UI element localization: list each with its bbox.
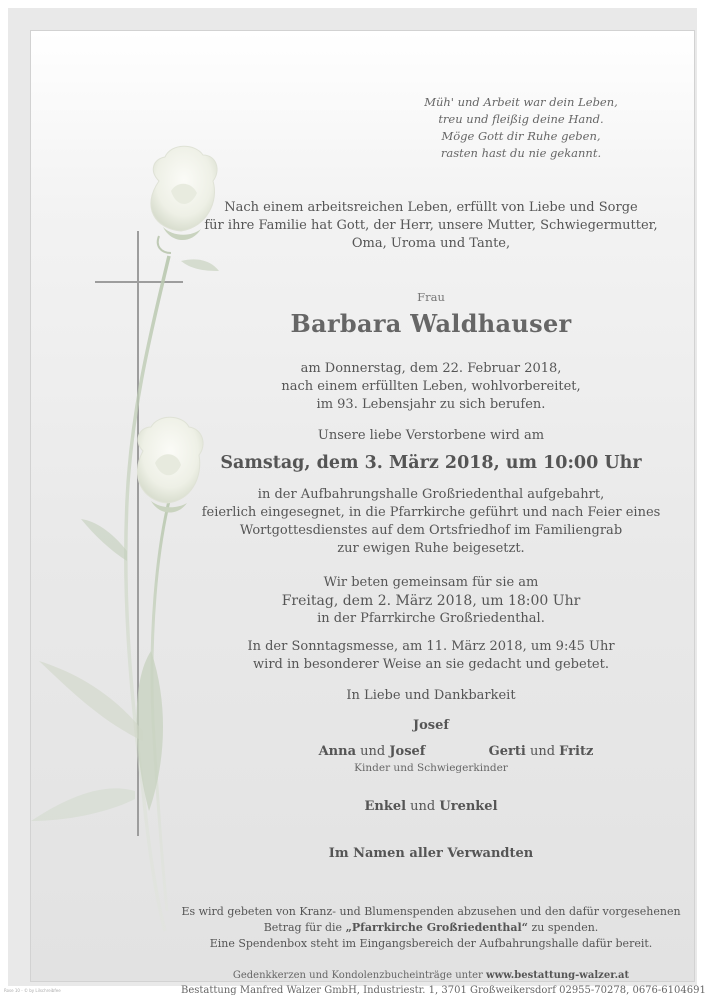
request-line: Eine Spendenbox steht im Eingangsbereich der Aufbahrungshalle dafür bereit. <box>209 937 653 950</box>
mass-line: In der Sonntagsmesse, am 11. März 2018, um 9:45 Uhr <box>247 639 615 654</box>
family-conjunction: und <box>410 799 436 814</box>
prayer-line: Wir beten gemeinsam für sie am <box>323 575 539 590</box>
intro-line: für ihre Familie hat Gott, der Herr, unsere Mutter, Schwiegermutter, <box>204 218 658 233</box>
ceremony-line: in der Aufbahrungshalle Großriedenthal aufgebahrt, <box>257 487 605 502</box>
family-name: Urenkel <box>439 799 498 814</box>
family-name: Anna <box>318 744 357 759</box>
burial-lead: Unsere liebe Verstorbene wird am <box>317 428 545 443</box>
family-name: Enkel <box>364 799 407 814</box>
family-name: Josef <box>389 744 426 759</box>
family-conjunction: und <box>360 744 386 759</box>
relatives-line: Im Namen aller Verwandten <box>328 846 534 861</box>
family-name: Gerti <box>488 744 526 759</box>
motto-poem <box>361 94 681 162</box>
footer-code: Rose 10 - © by Lilschreibfee <box>4 988 61 993</box>
prayer-line: in der Pfarrkirche Großriedenthal. <box>317 611 545 626</box>
request-text: zu spenden. <box>528 921 599 934</box>
burial-date: Samstag, dem 3. März 2018, um 10:00 Uhr <box>220 453 642 473</box>
closing-phrase: In Liebe und Dankbarkeit <box>346 688 516 703</box>
request-text: Betrag für die <box>263 921 346 934</box>
ceremony-line: Wortgottesdienstes auf dem Ortsfriedhof im Familiengrab <box>239 523 623 538</box>
donation-request <box>181 904 681 952</box>
death-line: nach einem erfüllten Leben, wohlvorbereitet, <box>281 379 581 394</box>
family-first: Josef <box>412 718 449 733</box>
family-pair <box>471 744 611 759</box>
deceased-name: Barbara Waldhauser <box>290 309 572 338</box>
ceremony-line: zur ewigen Ruhe beigesetzt. <box>337 541 525 556</box>
website-link[interactable]: www.bestattung-walzer.at <box>485 970 630 981</box>
motto-line: Möge Gott dir Ruhe geben, <box>441 129 601 143</box>
salutation: Frau <box>417 290 445 304</box>
motto-line: treu und fleißig deine Hand. <box>438 112 604 126</box>
request-line: Es wird gebeten von Kranz- und Blumenspenden abzusehen und den dafür vorgesehenen <box>181 905 681 918</box>
motto-line: Müh' und Arbeit war dein Leben, <box>424 95 618 109</box>
intro-line: Nach einem arbeitsreichen Leben, erfüllt von Liebe und Sorge <box>224 200 638 215</box>
family-pair <box>297 744 447 759</box>
family-conjunction: und <box>529 744 556 759</box>
ceremony-line: feierlich eingesegnet, in die Pfarrkirche geführt und nach Feier eines <box>201 505 661 520</box>
prayer-line: Freitag, dem 2. März 2018, um 18:00 Uhr <box>281 593 581 609</box>
prayer-paragraph <box>181 574 681 628</box>
death-paragraph <box>181 360 681 414</box>
death-line: am Donnerstag, dem 22. Februar 2018, <box>300 361 562 376</box>
request-line <box>181 920 681 936</box>
motto-line: rasten hast du nie gekannt. <box>440 146 602 160</box>
contact-line <box>181 968 681 983</box>
grandchildren <box>181 799 681 814</box>
ceremony-paragraph <box>181 486 681 558</box>
mass-paragraph <box>181 638 681 674</box>
undertaker-contact <box>181 968 706 998</box>
family-name: Fritz <box>559 744 594 759</box>
death-line: im 93. Lebensjahr zu sich berufen. <box>316 397 546 412</box>
children-caption: Kinder und Schwiegerkinder <box>354 762 508 774</box>
donation-recipient: „Pfarrkirche Großriedenthal“ <box>345 921 528 934</box>
mass-line: wird in besonderer Weise an sie gedacht und gebetet. <box>253 657 609 672</box>
intro-line: Oma, Uroma und Tante, <box>351 236 511 251</box>
intro-paragraph <box>181 199 681 253</box>
contact-text: Gedenkkerzen und Kondolenzbucheinträge unter <box>232 970 486 981</box>
contact-line: Bestattung Manfred Walzer GmbH, Industriestr. 1, 3701 Großweikersdorf 02955-70278, 0676-6104691 <box>181 985 706 996</box>
